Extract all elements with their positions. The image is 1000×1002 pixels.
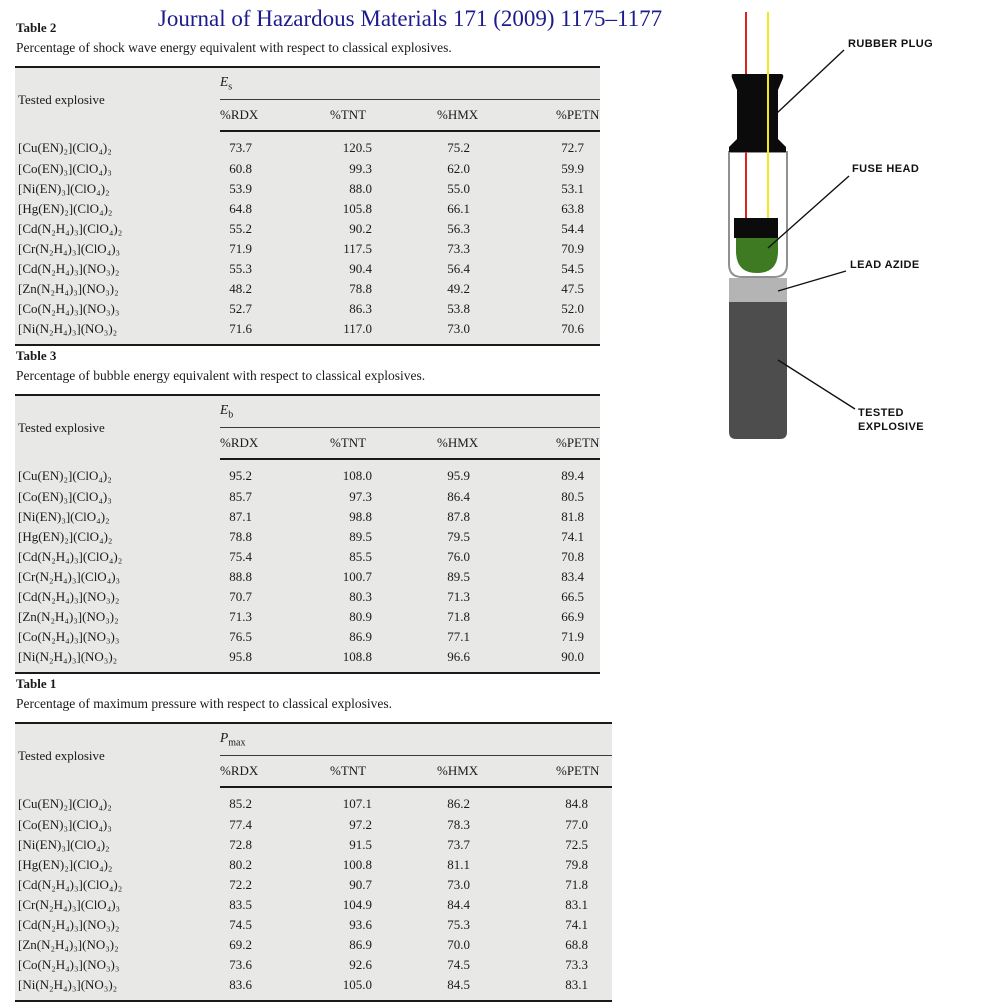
value-cell: 87.8 [447,509,470,524]
explosive-formula: [Ni(N₂H₄)₃](NO₃)₂ [18,649,118,664]
value-cell: 99.3 [349,161,372,176]
rubber-plug-label: RUBBER PLUG [848,38,934,50]
table-row [15,219,600,239]
value-cell: 73.6 [229,957,252,972]
value-cell: 62.0 [447,161,470,176]
explosive-formula: [Co(N₂H₄)₃](NO₃)₃ [18,629,120,644]
value-cell: 83.5 [229,897,252,912]
value-cell: 81.1 [447,857,470,872]
explosive-formula: [Cr(N₂H₄)₃](ClO₄)₃ [18,569,121,584]
value-cell: 108.8 [342,649,372,664]
value-cell: 73.3 [565,957,589,972]
value-cell: 66.9 [561,609,584,624]
table-3-section [15,348,615,674]
explosive-formula: [Co(EN)₃](ClO₄)₃ [18,489,112,504]
explosive-formula: [Cr(N₂H₄)₃](ClO₄)₃ [18,241,121,256]
value-cell: 98.8 [349,509,372,524]
table-row [15,239,600,259]
explosive-formula: [Cd(N₂H₄)₃](NO₃)₂ [18,589,120,604]
explosive-formula: [Co(N₂H₄)₃](NO₃)₃ [18,301,120,316]
value-cell: 73.3 [447,241,470,256]
explosive-formula: [Cd(N₂H₄)₃](NO₃)₂ [18,261,120,276]
value-cell: 53.9 [229,181,252,196]
value-cell: 104.9 [342,897,372,912]
value-cell: 120.5 [342,140,372,155]
value-cell: 83.4 [561,569,584,584]
value-cell: 48.2 [229,281,252,296]
value-cell: 86.9 [349,937,372,952]
table-label: Table 3 [16,348,57,363]
value-cell: 54.4 [561,221,585,236]
value-cell: 72.2 [229,877,252,892]
col-header-hmx: %HMX [437,100,556,132]
table-row [15,567,600,587]
table-row [15,647,600,673]
value-cell: 71.3 [447,589,470,604]
energy-symbol [220,395,600,428]
table-2-section [15,20,615,346]
table-row [15,527,600,547]
value-cell: 63.8 [561,201,585,216]
value-cell: 83.1 [565,977,589,992]
table-row [15,131,600,159]
value-cell: 85.7 [229,489,252,504]
value-cell: 97.3 [349,489,372,504]
value-cell: 85.5 [349,549,372,564]
explosive-formula: [Zn(N₂H₄)₃](NO₃)₂ [18,937,119,952]
value-cell: 90.0 [561,649,584,664]
table-row [15,835,612,855]
explosive-formula: [Cd(N₂H₄)₃](ClO₄)₂ [18,549,123,564]
value-cell: 100.7 [342,569,372,584]
table-row [15,627,600,647]
explosive-formula: [Ni(EN)₃](ClO₄)₂ [18,181,110,196]
symbol-sub: b [228,409,234,421]
value-cell: 95.8 [229,649,252,664]
explosive-formula: [Ni(EN)₃](ClO₄)₂ [18,837,110,852]
col-header-hmx: %HMX [437,756,556,788]
value-cell: 96.6 [447,649,470,664]
value-cell: 83.1 [565,897,589,912]
value-cell: 87.1 [229,509,252,524]
value-cell: 107.1 [342,796,372,811]
value-cell: 86.2 [447,796,470,811]
value-cell: 86.3 [349,301,372,316]
tested-explosive-column [729,302,787,439]
col-header-rdx: %RDX [220,756,330,788]
value-cell: 89.5 [349,529,372,544]
value-cell: 84.4 [447,897,470,912]
table-row [15,199,600,219]
col-header-tnt: %TNT [330,428,437,460]
explosive-formula: [Hg(EN)₂](ClO₄)₂ [18,201,113,216]
value-cell: 69.2 [229,937,252,952]
value-cell: 117.5 [343,241,372,256]
explosive-formula: [Zn(N₂H₄)₃](NO₃)₂ [18,609,119,624]
value-cell: 66.5 [561,589,584,604]
symbol-base: E [220,402,229,418]
table-row [15,547,600,567]
value-cell: 95.2 [229,468,252,483]
value-cell: 88.0 [349,181,372,196]
tested-explosive-leader-line [778,360,855,409]
fuse-head-block [734,218,778,238]
value-cell: 71.3 [229,609,252,624]
explosive-formula: [Cr(N₂H₄)₃](ClO₄)₃ [18,897,121,912]
value-cell: 89.5 [447,569,470,584]
explosive-formula: [Ni(N₂H₄)₃](NO₃)₂ [18,321,118,336]
value-cell: 74.5 [447,957,470,972]
value-cell: 74.1 [565,917,589,932]
value-cell: 76.0 [447,549,470,564]
value-cell: 74.5 [229,917,252,932]
explosive-formula: [Cd(N₂H₄)₃](ClO₄)₂ [18,221,123,236]
table-row [15,935,612,955]
table-row [15,895,612,915]
lead-azide-label: LEAD AZIDE [850,259,920,271]
table-1-section [15,676,615,1002]
value-cell: 78.8 [349,281,372,296]
value-cell: 72.8 [229,837,252,852]
value-cell: 55.3 [229,261,252,276]
tested-explosive-label-line1: TESTED [858,407,904,419]
table-row [15,319,600,345]
value-cell: 54.5 [561,261,585,276]
value-cell: 75.4 [229,549,252,564]
value-cell: 56.4 [447,261,470,276]
value-cell: 84.5 [447,977,470,992]
value-cell: 83.6 [229,977,252,992]
value-cell: 72.7 [561,140,585,155]
value-cell: 71.9 [561,629,584,644]
apparatus-diagram [680,0,1000,480]
fuse-head-charge [736,238,778,273]
value-cell: 70.0 [447,937,470,952]
value-cell: 75.3 [447,917,470,932]
value-cell: 77.1 [447,629,470,644]
col-header-tnt: %TNT [330,100,437,132]
value-cell: 78.3 [447,817,470,832]
table-row [15,815,612,835]
table-row [15,875,612,895]
symbol-sub: s [228,81,233,93]
value-cell: 93.6 [349,917,372,932]
explosive-formula: [Zn(N₂H₄)₃](NO₃)₂ [18,281,119,296]
value-cell: 86.4 [447,489,470,504]
table-row [15,299,600,319]
value-cell: 73.0 [447,321,470,336]
value-cell: 105.0 [342,977,372,992]
value-cell: 108.0 [342,468,372,483]
value-cell: 71.6 [229,321,252,336]
explosive-formula: [Cu(EN)₂](ClO₄)₂ [18,795,112,811]
value-cell: 68.8 [565,937,589,952]
pressure-symbol [220,723,612,756]
fuse-head-label: FUSE HEAD [852,163,920,175]
explosive-formula: [Cu(EN)₂](ClO₄)₂ [18,467,112,483]
table-row [15,259,600,279]
col-header-petn: %PETN [556,756,612,788]
value-cell: 70.7 [229,589,252,604]
table-row [15,787,612,815]
table-label: Table 1 [16,676,57,691]
value-cell: 79.5 [447,529,470,544]
rubber-plug-leader-line [777,50,844,113]
explosive-formula: [Co(N₂H₄)₃](NO₃)₃ [18,957,120,972]
explosive-formula: [Hg(EN)₂](ClO₄)₂ [18,529,113,544]
lead-azide-layer [729,278,787,302]
explosive-formula: [Ni(EN)₃](ClO₄)₂ [18,509,110,524]
value-cell: 70.9 [561,241,585,256]
row-header: Tested explosive [18,91,105,107]
table-row [15,955,612,975]
col-header-tnt: %TNT [330,756,437,788]
value-cell: 90.7 [349,877,372,892]
value-cell: 92.6 [349,957,372,972]
value-cell: 90.4 [349,261,372,276]
value-cell: 97.2 [349,817,372,832]
value-cell: 86.9 [349,629,372,644]
explosive-formula: [Cd(N₂H₄)₃](ClO₄)₂ [18,877,123,892]
value-cell: 75.2 [447,140,470,155]
table-row [15,915,612,935]
tested-explosive-label-line2: EXPLOSIVE [858,421,924,433]
row-header: Tested explosive [18,419,105,435]
value-cell: 85.2 [229,796,252,811]
table-row [15,587,600,607]
value-cell: 78.8 [229,529,252,544]
value-cell: 53.1 [561,181,585,196]
table-row [15,507,600,527]
col-header-petn: %PETN [556,100,600,132]
journal-header: Journal of Hazardous Materials 171 (2009) 1175–1177 [157,6,663,31]
value-cell: 90.2 [349,221,372,236]
col-header-petn: %PETN [556,428,600,460]
value-cell: 55.2 [229,221,252,236]
value-cell: 74.1 [561,529,584,544]
table-row [15,855,612,875]
value-cell: 60.8 [229,161,252,176]
value-cell: 80.2 [229,857,252,872]
value-cell: 95.9 [447,468,470,483]
maximum-pressure-table [15,722,612,1002]
value-cell: 100.8 [342,857,372,872]
symbol-sub: max [228,737,246,749]
shock-wave-energy-table [15,66,600,346]
value-cell: 70.6 [561,321,585,336]
value-cell: 76.5 [229,629,252,644]
value-cell: 73.7 [447,837,470,852]
table-row [15,459,600,487]
value-cell: 77.4 [229,817,252,832]
value-cell: 59.9 [561,161,585,176]
explosive-formula: [Ni(N₂H₄)₃](NO₃)₂ [18,977,118,992]
value-cell: 72.5 [565,837,589,852]
value-cell: 56.3 [447,221,470,236]
col-header-rdx: %RDX [220,100,330,132]
explosive-formula: [Cu(EN)₂](ClO₄)₂ [18,139,112,155]
value-cell: 89.4 [561,468,584,483]
value-cell: 52.0 [561,301,585,316]
table-row [15,975,612,1001]
value-cell: 66.1 [447,201,470,216]
symbol-base: P [220,730,229,746]
table-caption: Percentage of shock wave energy equivalent with respect to classical explosives. [16,40,452,55]
value-cell: 77.0 [565,817,589,832]
value-cell: 47.5 [561,281,585,296]
value-cell: 91.5 [349,837,372,852]
value-cell: 53.8 [447,301,470,316]
bubble-energy-table [15,394,600,674]
table-row [15,179,600,199]
value-cell: 73.7 [229,140,252,155]
value-cell: 105.8 [342,201,372,216]
value-cell: 81.8 [561,509,584,524]
value-cell: 71.8 [447,609,470,624]
value-cell: 117.0 [343,321,372,336]
value-cell: 55.0 [447,181,470,196]
value-cell: 71.8 [565,877,589,892]
value-cell: 80.3 [349,589,372,604]
table-caption: Percentage of bubble energy equivalent with respect to classical explosives. [16,368,426,383]
table-row [15,607,600,627]
value-cell: 49.2 [447,281,470,296]
table-row [15,487,600,507]
symbol-base: E [220,74,229,90]
explosive-formula: [Cd(N₂H₄)₃](NO₃)₂ [18,917,120,932]
explosive-formula: [Hg(EN)₂](ClO₄)₂ [18,857,113,872]
lead-azide-leader-line [778,271,846,291]
table-caption: Percentage of maximum pressure with respect to classical explosives. [16,696,393,711]
value-cell: 52.7 [229,301,252,316]
value-cell: 73.0 [447,877,470,892]
energy-symbol [220,67,600,100]
value-cell: 70.8 [561,549,584,564]
col-header-rdx: %RDX [220,428,330,460]
table-label: Table 2 [16,20,57,35]
table-row [15,159,600,179]
value-cell: 64.8 [229,201,252,216]
table-row [15,279,600,299]
explosive-formula: [Co(EN)₃](ClO₄)₃ [18,161,112,176]
value-cell: 71.9 [229,241,252,256]
explosive-formula: [Co(EN)₃](ClO₄)₃ [18,817,112,832]
value-cell: 80.9 [349,609,372,624]
value-cell: 80.5 [561,489,584,504]
value-cell: 79.8 [565,857,589,872]
value-cell: 88.8 [229,569,252,584]
value-cell: 84.8 [565,796,589,811]
col-header-hmx: %HMX [437,428,556,460]
row-header: Tested explosive [18,747,105,763]
